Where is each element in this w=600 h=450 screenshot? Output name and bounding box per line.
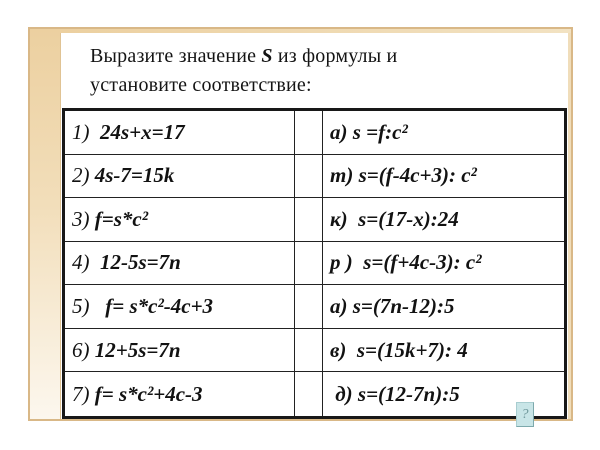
formula-cell bbox=[65, 285, 295, 329]
answer-option-cell: а) s=(7n-12):5 bbox=[323, 285, 564, 329]
answer-blank-cell bbox=[295, 285, 323, 329]
answer-option-cell: в) s=(15k+7): 4 bbox=[323, 329, 564, 373]
formula-text: 12-5s=7n bbox=[89, 250, 181, 275]
row-number: 6) bbox=[72, 337, 90, 362]
formula-cell bbox=[65, 111, 295, 155]
matching-table bbox=[62, 108, 567, 419]
answer-blank-cell bbox=[295, 155, 323, 199]
formula-text: 4s-7=15k bbox=[89, 163, 175, 188]
row-number: 4) bbox=[72, 250, 90, 275]
answer-option-cell: а) s =f:c² bbox=[323, 111, 564, 155]
title-text-post: из формулы и bbox=[272, 45, 398, 67]
formula-cell bbox=[65, 329, 295, 373]
answer-blank-cell bbox=[295, 242, 323, 286]
formula-cell bbox=[65, 242, 295, 286]
answer-option-cell: к) s=(17-x):24 bbox=[323, 198, 564, 242]
formula-text: 12+5s=7n bbox=[89, 337, 181, 362]
formula-cell bbox=[65, 155, 295, 199]
formula-cell bbox=[65, 372, 295, 416]
left-gradient-band bbox=[30, 29, 61, 419]
slide-title bbox=[90, 42, 550, 100]
answer-option-cell: р ) s=(f+4c-3): c² bbox=[323, 242, 564, 286]
formula-text: 24s+x=17 bbox=[89, 119, 185, 144]
title-variable-s: S bbox=[261, 45, 273, 67]
help-question-button[interactable]: ? bbox=[516, 402, 534, 427]
answer-option-cell: т) s=(f-4c+3): c² bbox=[323, 155, 564, 199]
answer-option-cell: д) s=(12-7n):5 bbox=[330, 381, 460, 406]
row-number: 3) bbox=[72, 206, 90, 231]
formula-text: f= s*c²+4c-3 bbox=[89, 381, 203, 406]
formula-cell bbox=[65, 198, 295, 242]
title-text-pre: Выразите значение bbox=[90, 45, 262, 67]
row-number: 1) bbox=[72, 119, 90, 144]
row-number: 7) bbox=[72, 381, 90, 406]
answer-blank-cell bbox=[295, 329, 323, 373]
answer-blank-cell bbox=[295, 372, 323, 416]
top-frame-strip bbox=[60, 29, 571, 33]
formula-text: f= s*c²-4c+3 bbox=[89, 294, 214, 319]
formula-text: f=s*c² bbox=[89, 206, 148, 231]
answer-blank-cell bbox=[295, 111, 323, 155]
right-frame-strip bbox=[568, 33, 571, 419]
title-line2: установите соответствие: bbox=[90, 74, 312, 96]
answer-blank-cell bbox=[295, 198, 323, 242]
row-number: 5) bbox=[72, 294, 90, 319]
row-number: 2) bbox=[72, 163, 90, 188]
